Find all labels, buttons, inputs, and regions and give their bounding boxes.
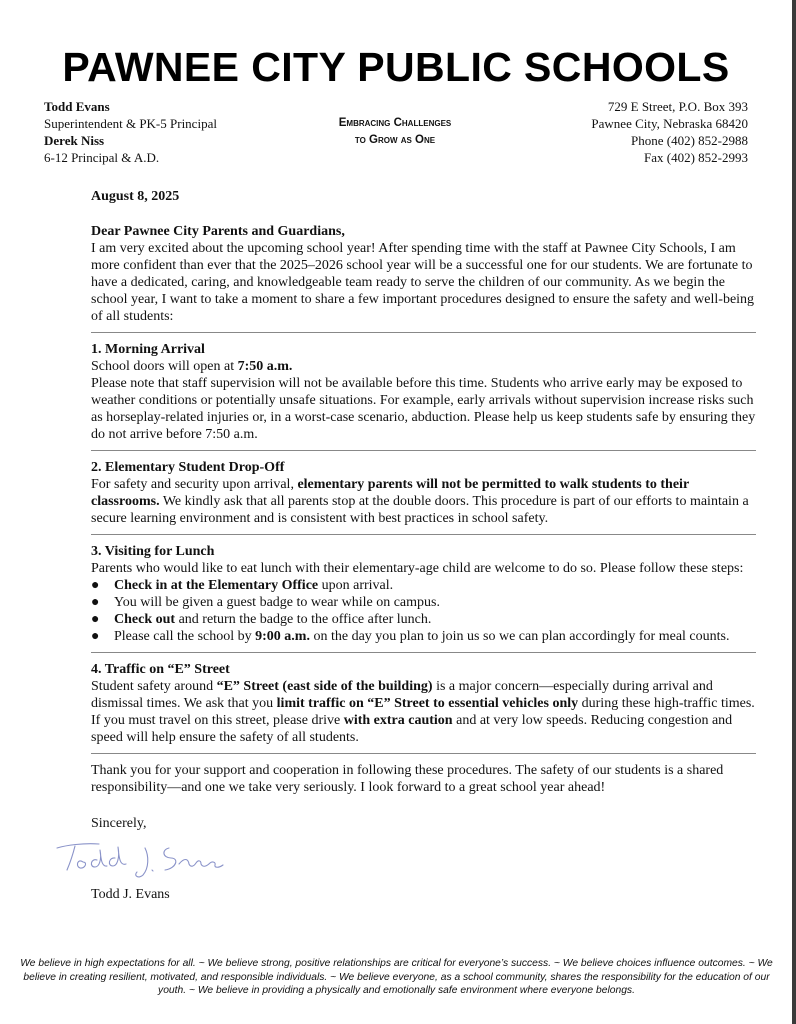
section-divider [91,652,756,653]
section-body: For safety and security upon arrival, elementary parents will not be permitted to walk students to their classrooms. We kindly ask that all parents stop at the double doors. This procedure is part of our efforts to maintain a secure learning environment and is consistent with best practices in school safety. [91,477,749,526]
door-opening-line: School doors will open at 7:50 a.m. [91,359,293,374]
letter-date: August 8, 2025 [91,189,180,204]
city-state-zip: Pawnee City, Nebraska 68420 [591,116,748,131]
list-item: ● Check out and return the badge to the office after lunch. [91,612,432,627]
letterhead-administrators [44,98,217,166]
section-visiting-lunch [91,543,756,645]
page-edge-shadow [792,0,796,1024]
section-body: Student safety around “E” Street (east side of the building) is a major concern—especially during arrival and dismissal times. We ask that you limit traffic on “E” Street to essential vehicles only during these high-traffic times. If you must travel on this street, please drive with extra caution and at very low speeds. Reducing congestion and speed will help ensure the safety of all students. [91,679,755,745]
list-item: ● You will be given a guest badge to wear while on campus. [91,595,440,610]
street-address: 729 E Street, P.O. Box 393 [607,99,748,114]
section-divider [91,534,756,535]
fax-number: Fax (402) 852-2993 [644,150,748,165]
letterhead-contact [591,98,748,166]
closing-paragraph: Thank you for your support and cooperation in following these procedures. The safety of our students is a shared responsibility—and one we take very seriously. I look forward to a great school year ahead! [91,763,724,795]
intro-paragraph: I am very excited about the upcoming school year! After spending time with the staff at Pawnee City Schools, I am more confident than ever that the 2025–2026 school year will be a successful one for our students. We are fortunate to have a dedicated, caring, and knowledgeable team ready to serve the children of our community. As we begin the school year, I want to take a moment to share a few important procedures designed to ensure the safety and well-being of all students: [91,241,755,324]
section-title: 4. Traffic on “E” Street [91,662,230,677]
bullet-icon: ● [91,578,100,593]
section-drop-off [91,459,756,527]
section-title: 2. Elementary Student Drop-Off [91,460,285,475]
section-body: Please note that staff supervision will not be available before this time. Students who arrive early may be exposed to weather conditions or potentially unsafe situations. For example, early arrivals without supervision increase risks such as horseplay-related injuries or, in a worst-case scenario, abduction. Please help us keep students safe by ensuring they do not arrive before 7:50 a.m. [91,376,756,442]
handwritten-signature [53,836,243,880]
list-item: ● Please call the school by 9:00 a.m. on the day you plan to join us so we can plan accordingly for meal counts. [91,629,730,644]
bullet-icon: ● [91,629,100,644]
section-divider [91,332,756,333]
bullet-icon: ● [91,612,100,627]
list-item: ● Check in at the Elementary Office upon arrival. [91,578,394,593]
sign-off: Sincerely, [91,816,147,831]
secondary-principal-name: Derek Niss [44,133,105,148]
section-traffic [91,661,756,746]
secondary-principal-role: 6-12 Principal & A.D. [44,150,160,165]
section-intro: Parents who would like to eat lunch with their elementary-age child are welcome to do so. Please follow these steps: [91,561,744,576]
superintendent-role: Superintendent & PK-5 Principal [44,116,217,131]
letter-body [91,188,756,903]
lunch-steps-list [91,577,756,645]
section-title: 1. Morning Arrival [91,342,205,357]
motto-line-1: Embracing Challenges [338,117,452,129]
school-motto [300,115,490,149]
superintendent-name: Todd Evans [44,99,110,114]
section-morning-arrival [91,341,756,443]
phone-number: Phone (402) 852-2988 [631,133,748,148]
salutation: Dear Pawnee City Parents and Guardians, [91,224,345,239]
school-name-title: PAWNEE CITY PUBLIC SCHOOLS [62,44,730,90]
section-title: 3. Visiting for Lunch [91,544,215,559]
motto-line-2: to Grow as One [354,134,436,146]
signer-name: Todd J. Evans [91,887,170,902]
belief-statement-footer: We believe in high expectations for all. ~ We believe strong, positive relationships are critical for everyone’s success. ~ We believe choices influence outcomes. ~ We believe in creating resilient, motivated, and responsible individuals. ~ We believe everyone, as a school community, shares the responsibility for the education of our youth. ~ We believe in providing a physically and emotionally safe environment where everyone belongs. [20,958,773,996]
bullet-icon: ● [91,595,100,610]
section-divider [91,753,756,754]
section-divider [91,450,756,451]
